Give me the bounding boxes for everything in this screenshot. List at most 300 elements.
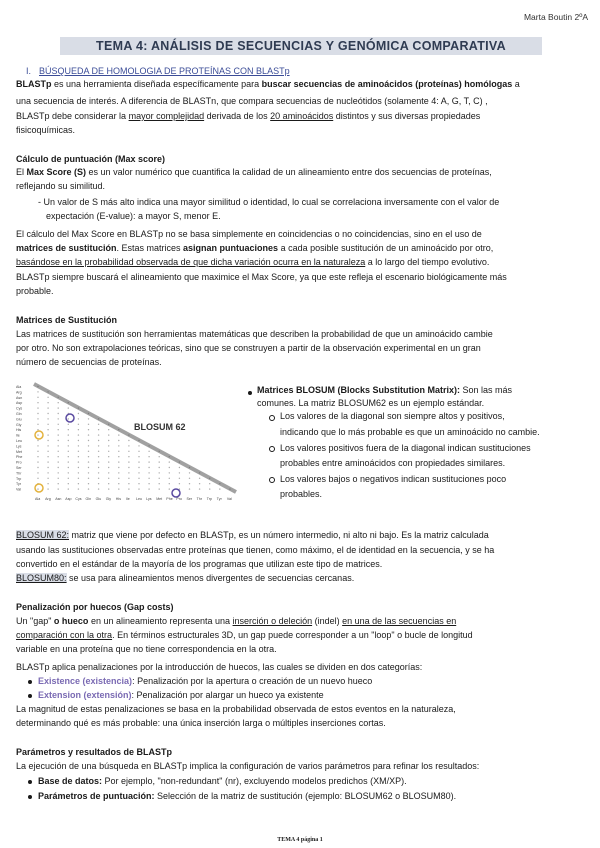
- matrix-cell: [58, 467, 59, 468]
- matrix-cell: [98, 445, 99, 446]
- text: en un alineamiento representa una: [88, 616, 233, 626]
- matrix-cell: [108, 456, 109, 457]
- matrix-cell: [68, 424, 69, 425]
- bullet-dot: [28, 795, 32, 799]
- bold-term: asignan puntuaciones: [183, 243, 279, 253]
- matrix-cell: [108, 440, 109, 441]
- matrix-cell: [68, 461, 69, 462]
- matrix-cell: [108, 467, 109, 468]
- row-label: Tyr: [16, 482, 21, 487]
- matrix-cell: [58, 424, 59, 425]
- intro-term: BLASTp: [16, 79, 52, 89]
- matrix-cell: [118, 440, 119, 441]
- blosum-sub-1b: indicando que lo más probable es que un aminoácido no cambie.: [280, 427, 540, 437]
- bold-term: o hueco: [53, 616, 89, 626]
- matrix-cell: [88, 424, 89, 425]
- matrix-cell: [47, 413, 48, 414]
- matrix-cell: [159, 461, 160, 462]
- matrix-cell: [37, 434, 38, 435]
- matrix-cell: [47, 451, 48, 452]
- matrix-cell: [189, 488, 190, 489]
- text: El: [16, 167, 27, 177]
- matrix-cell: [58, 461, 59, 462]
- sub-bullet: [269, 446, 275, 452]
- bullet-dot: [28, 680, 32, 684]
- row-label: Gln: [16, 412, 22, 416]
- matrix-cell: [118, 483, 119, 484]
- matrix-cell: [199, 488, 200, 489]
- underline-text: en una de las secuencias en: [342, 616, 457, 626]
- matrix-cell: [47, 402, 48, 403]
- section-heading-1: [26, 66, 290, 76]
- matrix-cell: [169, 472, 170, 473]
- matrix-cell: [37, 402, 38, 403]
- matrix-cell: [78, 418, 79, 419]
- intro-line-1: [16, 79, 590, 91]
- matrix-cell: [37, 488, 38, 489]
- matrix-cell: [68, 488, 69, 489]
- matrix-cell: [68, 472, 69, 473]
- underline-text: inserción o deleción: [232, 616, 313, 626]
- blosum-sub-2b: probables entre aminoácidos con propiedades similares.: [280, 458, 506, 468]
- matrix-cell: [37, 467, 38, 468]
- column-label: Ile: [125, 497, 130, 501]
- matrix-cell: [98, 467, 99, 468]
- row-label: Ile: [16, 433, 20, 438]
- matrix-cell: [68, 407, 69, 408]
- matrix-cell: [138, 478, 139, 479]
- matrix-cell: [159, 483, 160, 484]
- matrix-cell: [78, 434, 79, 435]
- matrix-cell: [37, 461, 38, 462]
- matrix-cell: [128, 440, 129, 441]
- matrix-cell: [138, 472, 139, 473]
- matrix-cell: [68, 429, 69, 430]
- column-label: Asn: [55, 497, 62, 501]
- matrix-cell: [58, 413, 59, 414]
- matrix-cell: [78, 424, 79, 425]
- matrix-cell: [98, 478, 99, 479]
- intro-text: a: [512, 79, 520, 89]
- existence-term: Existence (existencia): [38, 676, 133, 686]
- column-label: Ala: [35, 497, 41, 501]
- matrix-cell: [37, 391, 38, 392]
- matrix-cell: [199, 478, 200, 479]
- matrix-cell: [98, 483, 99, 484]
- blosum62-matrix-image: [14, 378, 240, 502]
- matrix-cell: [179, 483, 180, 484]
- page-footer: TEMA 4 página 1: [277, 837, 323, 843]
- matrix-cell: [78, 478, 79, 479]
- matrix-cell: [118, 445, 119, 446]
- column-label: Met: [156, 497, 163, 501]
- row-label: Asp: [16, 401, 23, 406]
- gap-existence: [38, 676, 372, 688]
- gaps-line-5: La magnitud de estas penalizaciones se basa en la probabilidad observada de estos eventos en la naturaleza,: [16, 704, 456, 714]
- matrix-cell: [128, 488, 129, 489]
- matrix-cell: [169, 461, 170, 462]
- bullet-dot: [28, 780, 32, 784]
- matrix-cell: [68, 451, 69, 452]
- matrix-cell: [47, 478, 48, 479]
- matrix-cell: [37, 397, 38, 398]
- sub-bullet: [269, 415, 275, 421]
- blosum-main-line-1: [257, 385, 512, 397]
- text: Selección de la matriz de sustitución (ejemplo: BLOSUM62 o BLOSUM80).: [154, 791, 457, 801]
- matrix-cell: [37, 478, 38, 479]
- matrix-cell: [78, 483, 79, 484]
- column-label: Glu: [95, 497, 102, 501]
- matrix-cell: [37, 418, 38, 419]
- sub-bullet: [269, 477, 275, 483]
- blosum-sub-2a: Los valores positivos fuera de la diagonal indican sustituciones: [280, 443, 531, 453]
- matrix-cell: [47, 483, 48, 484]
- matrix-cell: [78, 456, 79, 457]
- maxscore-para-3: [16, 257, 590, 269]
- matrix-cell: [37, 456, 38, 457]
- matrix-cell: [108, 478, 109, 479]
- matrix-cell: [47, 434, 48, 435]
- matrix-cell: [37, 472, 38, 473]
- maxscore-para-4: BLASTp siempre buscará el alineamiento que maximice el Max Score, ya que este refleja el escenario biológicamente más: [16, 272, 507, 282]
- row-label: Lys: [16, 444, 22, 449]
- row-label: Arg: [16, 390, 22, 395]
- matrix-cell: [68, 445, 69, 446]
- matrix-cell: [68, 456, 69, 457]
- matrices-line-1: Las matrices de sustitución son herramientas matemáticas que describen la probabilidad de que un aminoácido cambie: [16, 329, 493, 339]
- blosum-sub-1a: Los valores de la diagonal son siempre altos y positivos,: [280, 411, 505, 421]
- matrix-cell: [118, 461, 119, 462]
- blosum-sub-3b: probables.: [280, 489, 323, 499]
- matrix-cell: [58, 407, 59, 408]
- matrix-cell: [159, 472, 160, 473]
- text: : Penalización por alargar un hueco ya existente: [131, 690, 324, 700]
- text: a cada posible sustitución de un aminoácido por otro,: [278, 243, 494, 253]
- text: . Estas matrices: [116, 243, 184, 253]
- matrix-cell: [47, 429, 48, 430]
- params-heading: Parámetros y resultados de BLASTp: [16, 747, 173, 757]
- matrix-cell: [58, 478, 59, 479]
- section-number: I.: [26, 66, 32, 76]
- maxscore-para-2: [16, 243, 590, 255]
- column-label: Phe: [166, 497, 173, 501]
- bold-term: Base de datos:: [38, 776, 103, 786]
- matrix-cell: [108, 472, 109, 473]
- matrix-cell: [118, 456, 119, 457]
- matrix-cell: [58, 418, 59, 419]
- maxscore-line-2: reflejando su similitud.: [16, 181, 106, 191]
- blosum62-tag: BLOSUM 62:: [16, 530, 70, 540]
- matrix-cell: [78, 467, 79, 468]
- underline-text: comparación con la otra: [16, 630, 113, 640]
- matrix-cell: [37, 429, 38, 430]
- matrix-cell: [47, 397, 48, 398]
- matrix-cell: [138, 451, 139, 452]
- matrix-cell: [47, 461, 48, 462]
- matrix-cell: [58, 488, 59, 489]
- matrix-cell: [88, 429, 89, 430]
- matrix-cell: [128, 478, 129, 479]
- matrix-cell: [88, 451, 89, 452]
- row-label: Thr: [16, 471, 22, 476]
- matrix-cell: [189, 472, 190, 473]
- matrix-cell: [88, 456, 89, 457]
- text: : Penalización por la apertura o creación de un nuevo hueco: [132, 676, 373, 686]
- matrix-cell: [47, 440, 48, 441]
- matrix-cell: [78, 429, 79, 430]
- matrix-cell: [148, 488, 149, 489]
- matrix-cell: [128, 451, 129, 452]
- matrix-cell: [88, 440, 89, 441]
- matrices-line-2: por otro. No son extrapolaciones teóricas, sino que se construyen a partir de la observación experimental en un gran: [16, 343, 481, 353]
- blosum62-line-3: convertido en el estándar de la mayoría de los programas que utilizan este tipo de matrices.: [16, 559, 383, 569]
- matrix-cell: [108, 429, 109, 430]
- matrix-cell: [37, 440, 38, 441]
- matrices-heading: Matrices de Sustitución: [16, 315, 118, 325]
- text: matriz que viene por defecto en BLASTp, es un número intermedio, ni alto ni bajo. Es la matriz calculada: [69, 530, 489, 540]
- matrix-cell: [108, 434, 109, 435]
- gaps-line-2: [16, 630, 590, 642]
- matrix-cell: [88, 418, 89, 419]
- text: (indel): [312, 616, 343, 626]
- intro-text: es una herramienta diseñada específicamente para: [51, 79, 262, 89]
- matrix-cell: [118, 478, 119, 479]
- column-label: Tyr: [216, 497, 222, 501]
- matrix-cell: [78, 413, 79, 414]
- matrix-cell: [199, 483, 200, 484]
- matrix-cell: [128, 472, 129, 473]
- matrix-cell: [78, 472, 79, 473]
- matrix-cell: [37, 413, 38, 414]
- matrix-cell: [179, 472, 180, 473]
- row-label: His: [16, 428, 22, 433]
- bullet-dot: [28, 694, 32, 698]
- gaps-heading: Penalización por huecos (Gap costs): [16, 602, 174, 612]
- matrix-cell: [98, 488, 99, 489]
- matrix-cell: [58, 440, 59, 441]
- matrix-cell: [68, 434, 69, 435]
- matrix-cell: [159, 478, 160, 479]
- matrix-cell: [78, 488, 79, 489]
- matrix-cell: [148, 467, 149, 468]
- matrix-cell: [68, 418, 69, 419]
- column-label: Pro: [176, 497, 182, 501]
- matrix-cell: [118, 451, 119, 452]
- matrix-cell: [169, 467, 170, 468]
- blosum62-line-2: usando las sustituciones observadas entre proteínas que tienen, como máximo, el de identidad en la secuencia, y se ha: [16, 545, 495, 555]
- row-label: Pro: [16, 460, 22, 465]
- matrix-cell: [98, 440, 99, 441]
- matrix-cell: [58, 445, 59, 446]
- matrix-cell: [159, 456, 160, 457]
- row-label: Glu: [16, 417, 22, 422]
- matrix-cell: [78, 445, 79, 446]
- column-label: Asp: [65, 497, 72, 501]
- matrix-cell: [108, 445, 109, 446]
- matrix-cell: [37, 407, 38, 408]
- matrix-cell: [209, 483, 210, 484]
- matrix-cell: [159, 467, 160, 468]
- blosum-label: BLOSUM 62: [134, 422, 186, 432]
- intro-line-3: [16, 111, 590, 123]
- matrix-cell: [98, 429, 99, 430]
- matrix-cell: [118, 434, 119, 435]
- bold-term: matrices de sustitución: [16, 243, 117, 253]
- maxscore-para-5: probable.: [16, 286, 54, 296]
- matrix-cell: [128, 467, 129, 468]
- matrix-cell: [47, 472, 48, 473]
- column-label: Trp: [206, 497, 212, 501]
- intro-line-2: una secuencia de interés. A diferencia de BLASTn, que compara secuencias de nucleótidos (solamente 4: A, G, T, C) ,: [16, 96, 488, 106]
- matrix-cell: [47, 418, 48, 419]
- text: Son las más: [460, 385, 513, 395]
- bold-term: Max Score (S): [26, 167, 87, 177]
- maxscore-heading: Cálculo de puntuación (Max score): [16, 154, 166, 164]
- matrix-cell: [138, 461, 139, 462]
- matrix-cell: [78, 440, 79, 441]
- matrix-cell: [68, 483, 69, 484]
- row-label: Gly: [16, 422, 22, 427]
- matrix-cell: [58, 472, 59, 473]
- matrix-cell: [128, 483, 129, 484]
- matrix-cell: [47, 467, 48, 468]
- matrix-cell: [88, 488, 89, 489]
- matrix-cell: [169, 478, 170, 479]
- author-name: Marta Boutin 2ºA: [523, 12, 588, 22]
- matrix-cell: [128, 461, 129, 462]
- matrix-cell: [169, 488, 170, 489]
- column-label: Gly: [105, 497, 112, 501]
- matrix-cell: [118, 467, 119, 468]
- bold-term: Matrices BLOSUM (Blocks Substitution Matrix):: [257, 385, 461, 395]
- intro-text: BLASTp debe considerar la: [16, 111, 129, 121]
- gaps-line-4: BLASTp aplica penalizaciones por la introducción de huecos, las cuales se dividen en dos categorías:: [16, 662, 423, 672]
- matrix-cell: [47, 445, 48, 446]
- matrix-cell: [37, 451, 38, 452]
- column-label: Lys: [146, 497, 152, 501]
- bold-term: Parámetros de puntuación:: [38, 791, 155, 801]
- text: a lo largo del tiempo evolutivo.: [365, 257, 490, 267]
- maxscore-para-1: El cálculo del Max Score en BLASTp no se basa simplemente en coincidencias o no coincidencias, sino en el uso de: [16, 229, 482, 239]
- matrix-cell: [37, 424, 38, 425]
- matrix-cell: [88, 472, 89, 473]
- text: Un "gap": [16, 616, 54, 626]
- matrix-cell: [128, 456, 129, 457]
- matrix-cell: [98, 472, 99, 473]
- matrix-cell: [179, 467, 180, 468]
- gaps-line-1: [16, 616, 590, 628]
- matrix-cell: [88, 434, 89, 435]
- intro-underline: 20 aminoácidos: [270, 111, 334, 121]
- intro-underline: mayor complejidad: [128, 111, 205, 121]
- matrix-cell: [58, 451, 59, 452]
- column-label: Val: [226, 497, 232, 501]
- row-label: Met: [16, 449, 22, 454]
- matrix-cell: [47, 424, 48, 425]
- row-label: Cys: [16, 406, 23, 411]
- column-label: Arg: [45, 497, 51, 501]
- matrix-cell: [68, 478, 69, 479]
- matrix-cell: [37, 445, 38, 446]
- matrix-cell: [47, 488, 48, 489]
- matrix-cell: [209, 488, 210, 489]
- column-label: Cys: [75, 497, 82, 501]
- params-line-1: La ejecución de una búsqueda en BLASTp implica la configuración de varios parámetros para refinar los resultados:: [16, 761, 480, 771]
- matrix-cell: [88, 483, 89, 484]
- maxscore-dash-1: - Un valor de S más alto indica una mayor similitud o identidad, lo cual se correlaciona inversamente con el valor de: [38, 197, 500, 207]
- matrix-cell: [148, 461, 149, 462]
- matrix-cell: [138, 467, 139, 468]
- matrix-cell: [189, 483, 190, 484]
- text: se usa para alineamientos menos divergentes de secuencias cercanas.: [66, 573, 355, 583]
- gap-extension: [38, 690, 324, 702]
- bullet-dot: [248, 391, 252, 395]
- row-label: Trp: [16, 476, 22, 481]
- blosum80-line: [16, 573, 590, 585]
- gaps-line-6: determinando qué es más probable: una única inserción larga o múltiples inserciones cortas.: [16, 718, 386, 728]
- intro-text: derivada de los: [204, 111, 271, 121]
- row-label: Phe: [16, 455, 23, 460]
- maxscore-dash-2: expectación (E-value): a mayor S, menor E.: [46, 211, 221, 221]
- matrix-cell: [179, 478, 180, 479]
- matrix-cell: [58, 402, 59, 403]
- text: es un valor numérico que cuantifica la calidad de un alineamiento entre dos secuencias de proteínas,: [86, 167, 492, 177]
- matrix-cell: [138, 483, 139, 484]
- matrix-cell: [148, 483, 149, 484]
- matrix-cell: [68, 467, 69, 468]
- blosum-sub-3a: Los valores bajos o negativos indican sustituciones poco: [280, 474, 507, 484]
- matrix-cell: [138, 488, 139, 489]
- row-label: Leu: [16, 439, 22, 443]
- column-label: Ser: [186, 497, 193, 501]
- matrix-cell: [118, 472, 119, 473]
- matrix-cell: [138, 456, 139, 457]
- row-label: Ser: [16, 466, 22, 470]
- text: . En términos estructurales 3D, un gap puede corresponder a un "loop" o bucle de longitud: [112, 630, 473, 640]
- column-label: Leu: [136, 497, 142, 501]
- matrix-cell: [108, 461, 109, 462]
- column-label: Thr: [196, 497, 202, 501]
- matrix-cell: [98, 434, 99, 435]
- matrix-cell: [98, 456, 99, 457]
- matrix-cell: [148, 456, 149, 457]
- matrix-cell: [118, 488, 119, 489]
- matrix-cell: [47, 407, 48, 408]
- text: Por ejemplo, "non-redundant" (nr), excluyendo modelos predichos (XM/XP).: [102, 776, 407, 786]
- matrix-cell: [58, 429, 59, 430]
- column-label: His: [115, 497, 122, 501]
- underline-text: basándose en la probabilidad observada de que dicha variación ocurra en la naturaleza: [16, 257, 366, 267]
- matrix-cell: [47, 456, 48, 457]
- matrix-cell: [98, 461, 99, 462]
- extension-term: Extension (extensión): [38, 690, 132, 700]
- matrix-cell: [88, 478, 89, 479]
- matrix-cell: [148, 472, 149, 473]
- blosum80-tag: BLOSUM80:: [16, 573, 67, 583]
- maxscore-line-1: [16, 167, 590, 179]
- matrix-cell: [58, 456, 59, 457]
- matrix-cell: [189, 478, 190, 479]
- params-scoring: [38, 791, 456, 803]
- matrix-cell: [108, 451, 109, 452]
- matrix-cell: [98, 451, 99, 452]
- row-label: Ala: [16, 385, 22, 389]
- matrix-cell: [148, 478, 149, 479]
- matrix-cell: [58, 434, 59, 435]
- page-title: TEMA 4: ANÁLISIS DE SECUENCIAS Y GENÓMICA COMPARATIVA: [60, 37, 542, 55]
- matrix-cell: [159, 488, 160, 489]
- row-label: Asn: [16, 395, 23, 400]
